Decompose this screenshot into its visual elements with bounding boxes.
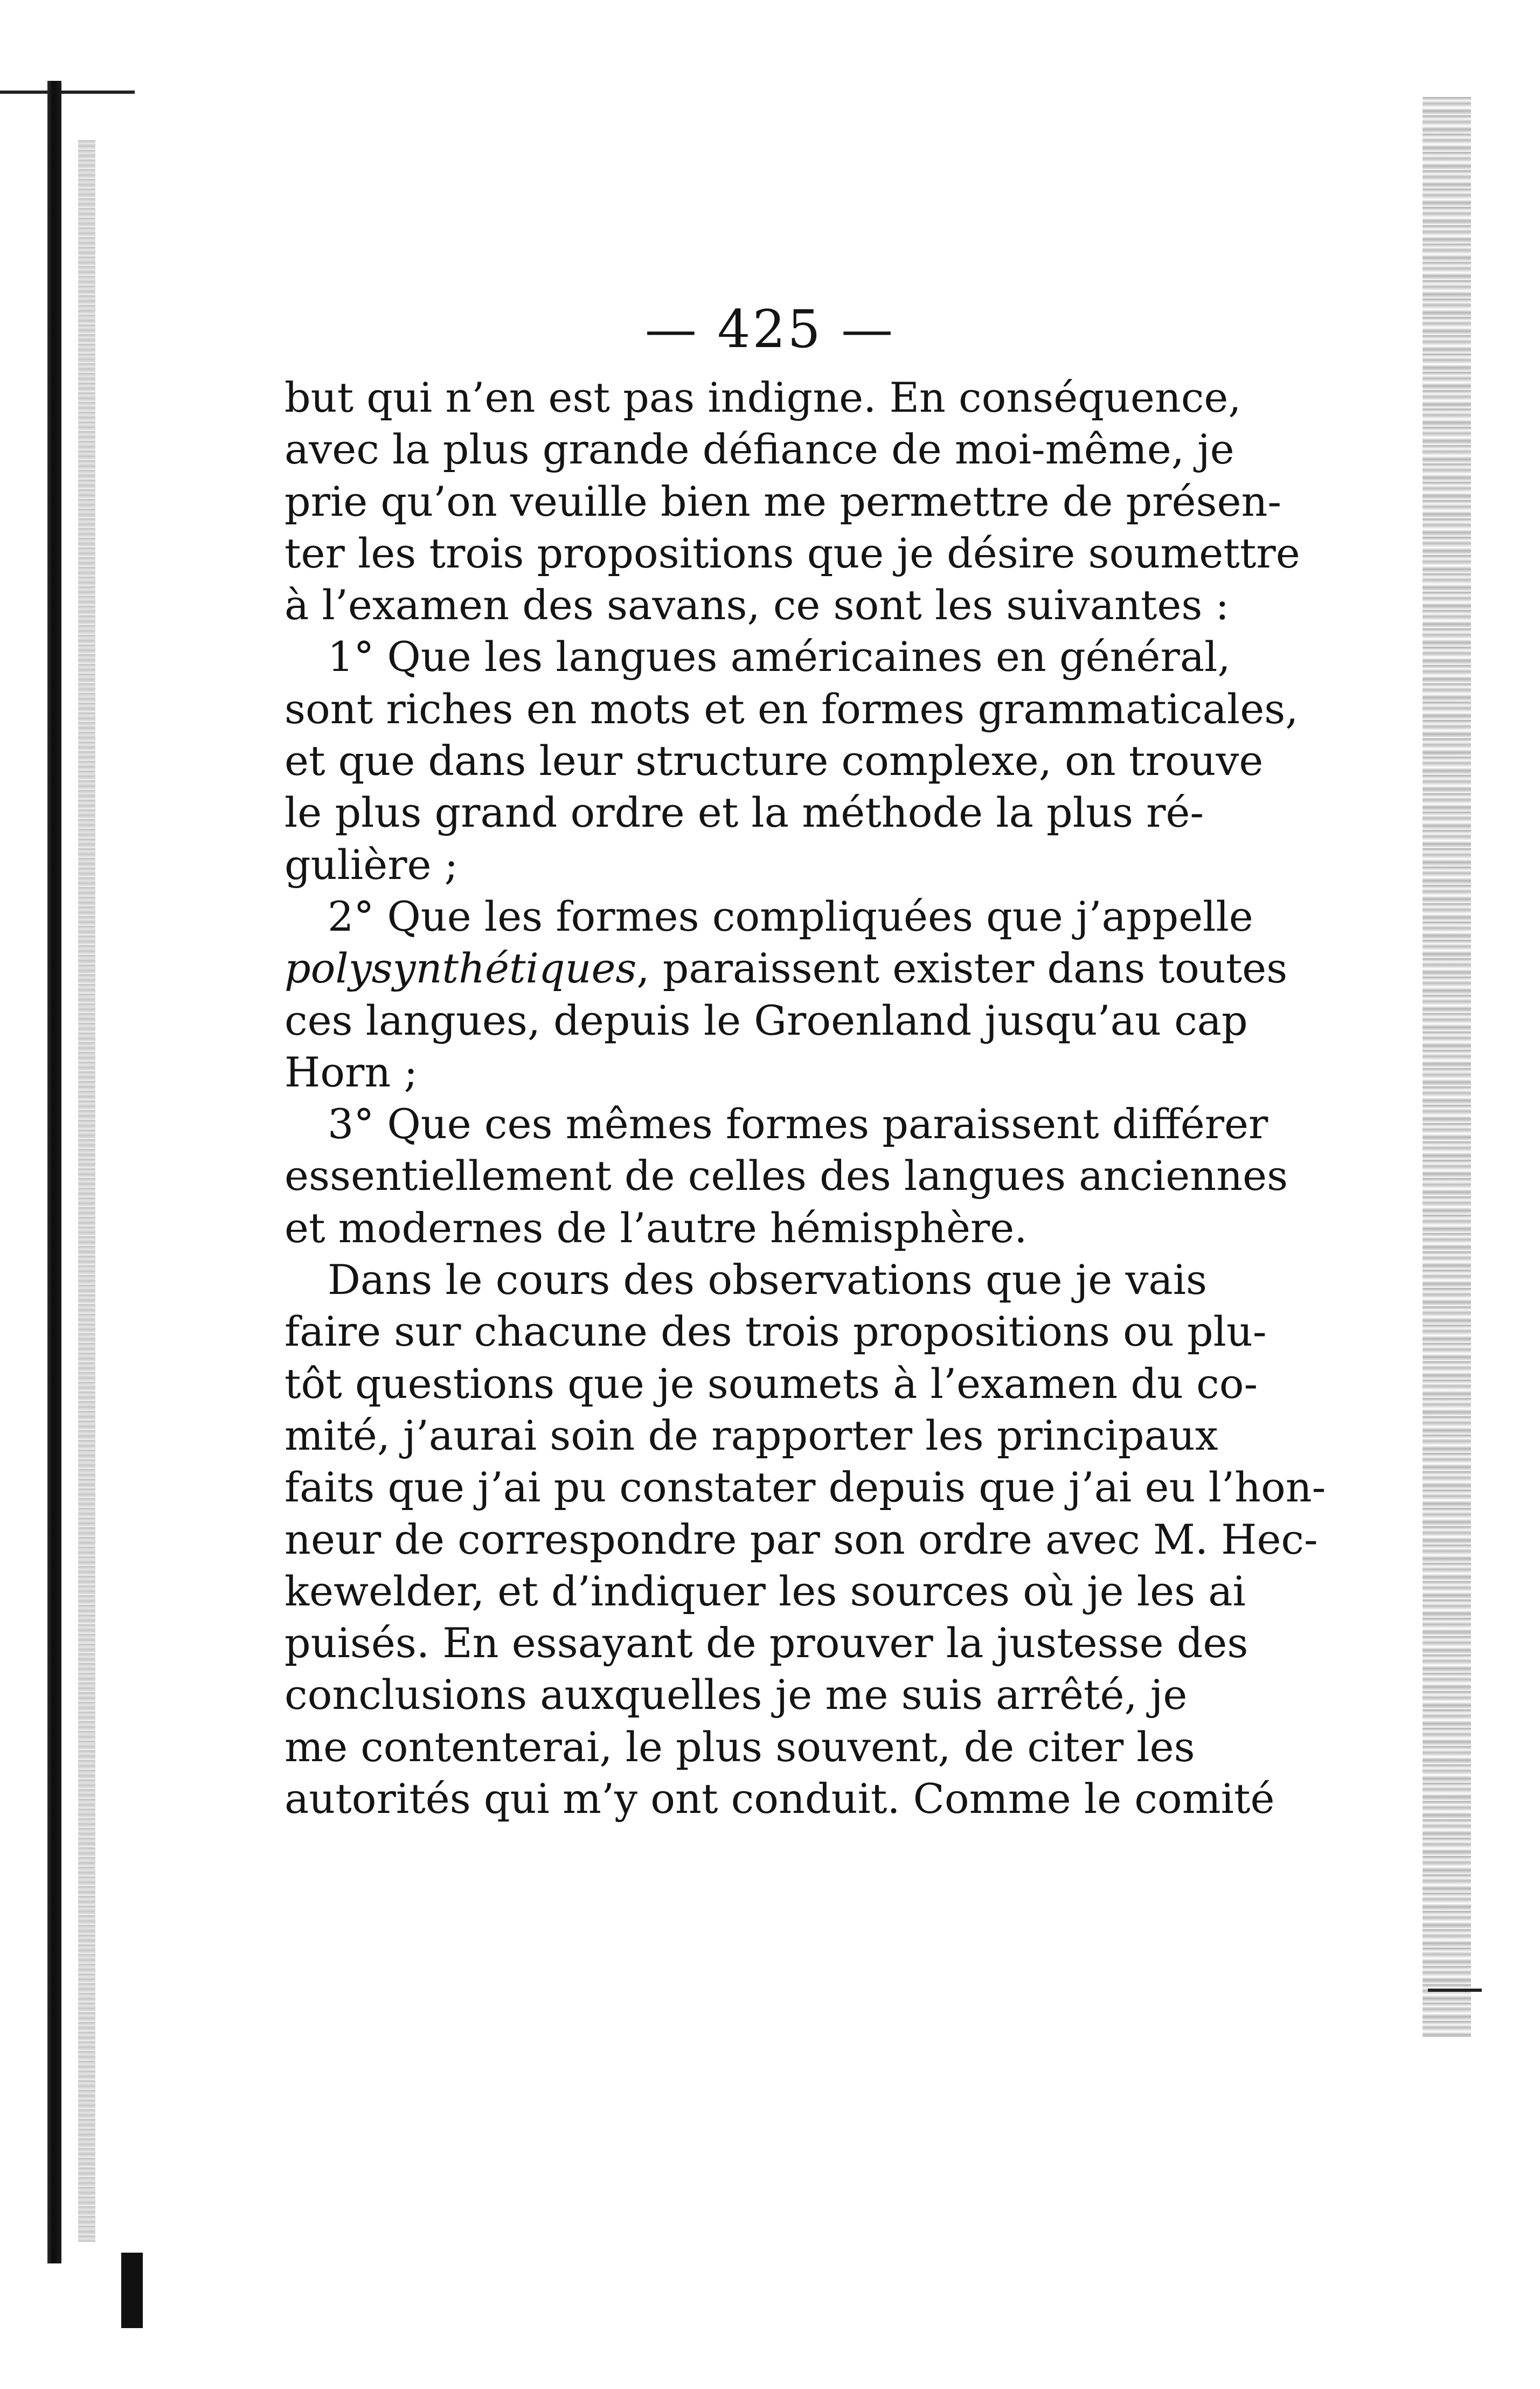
text-line: kewelder, et d’indiquer les sources où je les ai — [285, 1567, 1246, 1615]
text-line: tôt questions que je soumets à l’examen du co- — [285, 1359, 1258, 1408]
text-line: Horn ; — [285, 1048, 418, 1096]
page-number: — 425 — — [644, 299, 896, 359]
text-line — [285, 943, 1288, 994]
right-page-edges — [1423, 97, 1471, 2037]
text-line: 1° Que les langues américaines en général, — [328, 633, 1231, 681]
body-text — [285, 372, 1326, 1825]
text-line-rest: , paraissent exister dans toutes — [636, 944, 1288, 993]
text-line: 2° Que les formes compliquées que j’appelle — [328, 892, 1253, 940]
italic-term: polysynthétiques — [285, 944, 637, 993]
book-spine-shadow — [47, 81, 61, 2263]
text-line: gulière ; — [285, 840, 459, 889]
text-line: et que dans leur structure complexe, on trouve — [285, 737, 1264, 785]
text-line: faire sur chacune des trois propositions ou plu- — [285, 1307, 1267, 1356]
text-line: ces langues, depuis le Groenland jusqu’au cap — [285, 996, 1248, 1044]
text-line: neur de correspondre par son ordre avec M. Hec- — [285, 1515, 1318, 1563]
text-line: conclusions auxquelles je me suis arrêté, je — [285, 1671, 1188, 1719]
text-line: mité, j’aurai soin de rapporter les principaux — [285, 1411, 1218, 1459]
left-page-edge — [78, 140, 95, 2242]
right-edge-mark — [1428, 1989, 1482, 1992]
text-line: le plus grand ordre et la méthode la plus ré- — [285, 788, 1204, 837]
text-line: à l’examen des savans, ce sont les suivantes : — [285, 581, 1230, 629]
text-line: sont riches en mots et en formes grammaticales, — [285, 684, 1299, 733]
text-line: me contenterai, le plus souvent, de citer les — [285, 1722, 1195, 1771]
text-line: faits que j’ai pu constater depuis que j’ai eu l’hon- — [285, 1463, 1326, 1512]
text-line: 3° Que ces mêmes formes paraissent différer — [328, 1100, 1268, 1148]
text-line: et modernes de l’autre hémisphère. — [285, 1203, 1028, 1252]
text-line: Dans le cours des observations que je vais — [328, 1256, 1207, 1304]
text-line: ter les trois propositions que je désire soumettre — [285, 529, 1300, 577]
text-line: but qui n’en est pas indigne. En conséquence, — [285, 373, 1241, 421]
spine-top-edge — [0, 91, 135, 94]
text-line: essentiellement de celles des langues anciennes — [285, 1152, 1288, 1200]
text-line: prie qu’on veuille bien me permettre de présen- — [285, 477, 1282, 525]
spine-bottom-edge — [121, 2253, 143, 2328]
text-line: autorités qui m’y ont conduit. Comme le comité — [285, 1775, 1275, 1823]
text-line: puisés. En essayant de prouver la justesse des — [285, 1619, 1248, 1667]
text-line: avec la plus grande défiance de moi-même, je — [285, 425, 1234, 474]
